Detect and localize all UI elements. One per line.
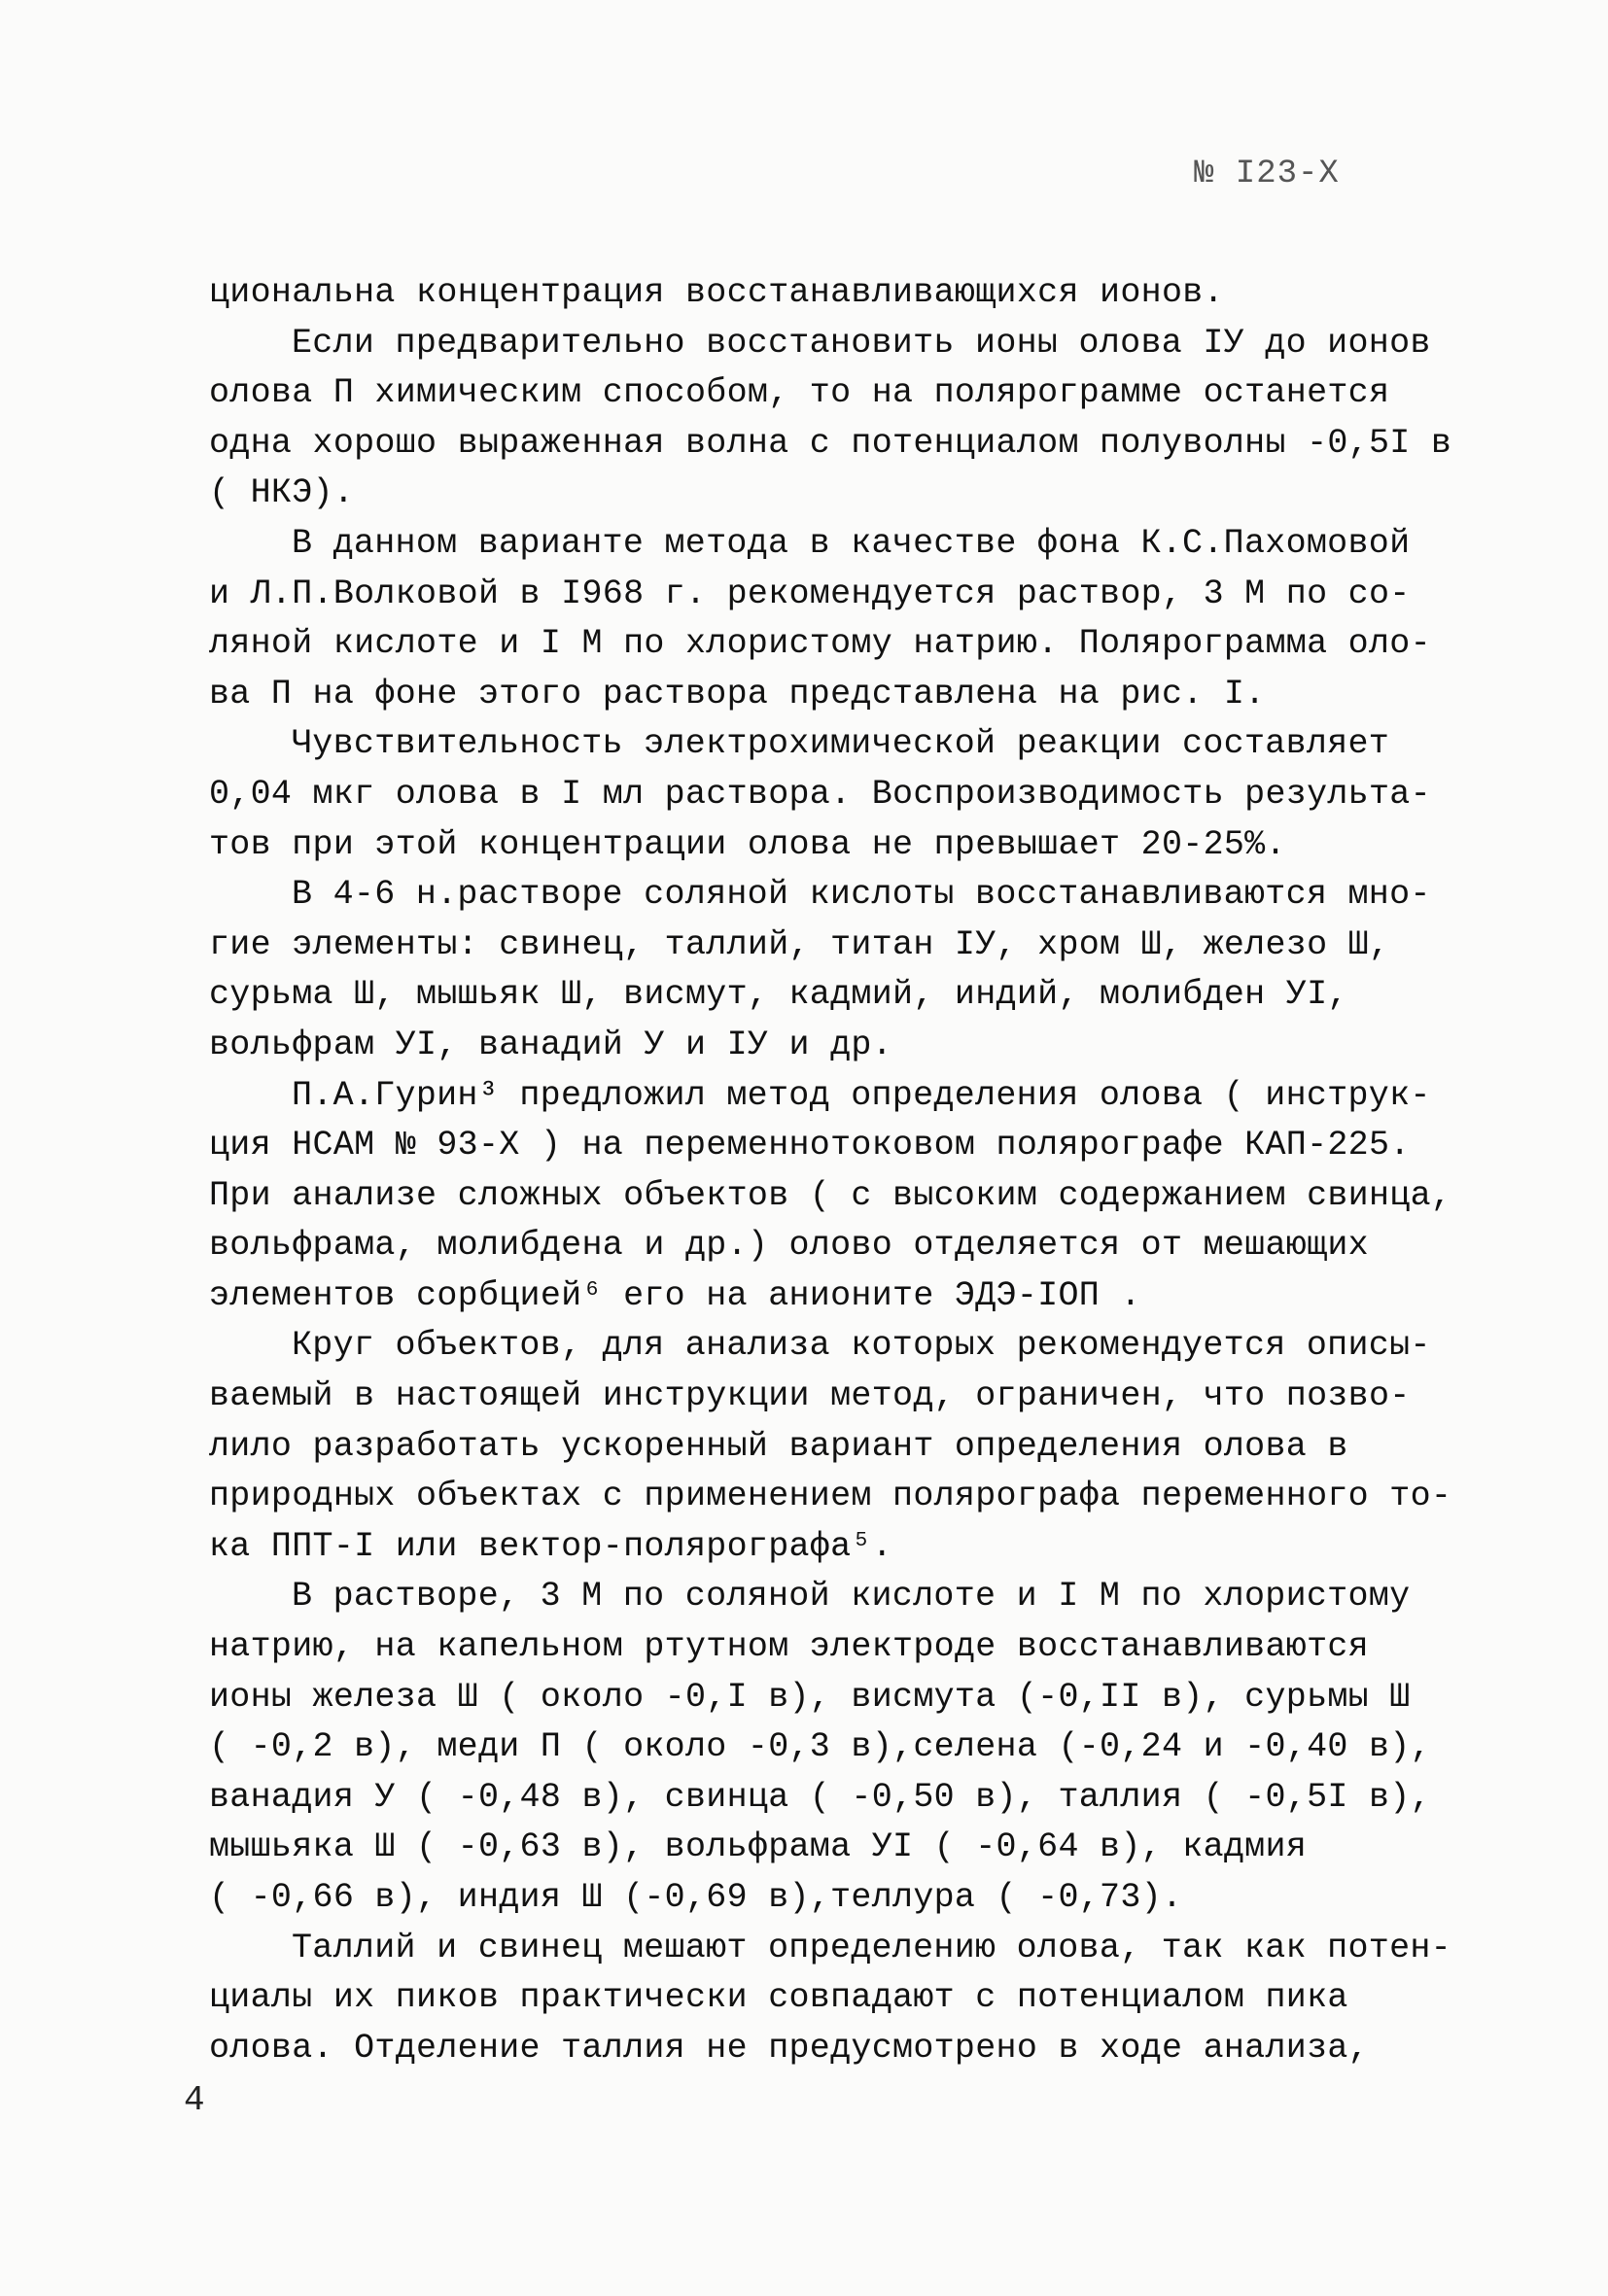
text-line: тов при этой концентрации олова не превышает 20-25%. [209, 824, 1286, 864]
text-line: ва П на фоне этого раствора представлена на рис. I. [209, 674, 1266, 713]
text-line: В 4-6 н.растворе соляной кислоты восстанавливаются мно- [292, 875, 1431, 915]
text-line: ( НКЭ). [209, 473, 355, 513]
text-line: циалы их пиков практически совпадают с потенциалом пика [209, 1978, 1348, 2018]
text-line: ка ППТ-I или вектор-полярографа⁵. [209, 1526, 893, 1566]
text-line: ( -0,2 в), меди П ( около -0,3 в),селена (-0,24 и -0,40 в), [209, 1727, 1431, 1767]
document-number: № I23-X [1194, 156, 1340, 192]
text-line: Если предварительно восстановить ионы олова IУ до ионов [292, 323, 1431, 363]
text-line: элементов сорбцией⁶ его на анионите ЭДЭ-IОП . [209, 1275, 1141, 1315]
text-line: Чувствительность электрохимической реакции составляет [292, 724, 1390, 764]
text-line: природных объектах с применением полярографа переменного то- [209, 1477, 1452, 1516]
text-line: П.А.Гурин³ предложил метод определения олова ( инструк- [292, 1075, 1431, 1115]
text-line: В растворе, 3 М по соляной кислоте и I М по хлористому [292, 1577, 1411, 1617]
text-line: мышьяка Ш ( -0,63 в), вольфрама УI ( -0,64 в), кадмия [209, 1827, 1308, 1867]
text-line: ионы железа Ш ( около -0,I в), висмута (-0,II в), сурьмы Ш [209, 1677, 1411, 1717]
text-line: При анализе сложных объектов ( с высоким содержанием свинца, [209, 1175, 1452, 1215]
text-line: Таллий и свинец мешают определению олова, так как потен- [292, 1928, 1451, 1967]
text-line: вольфрама, молибдена и др.) олово отделяется от мешающих [209, 1226, 1369, 1266]
text-line: одна хорошо выраженная волна с потенциалом полуволны -0,5I в [209, 423, 1452, 463]
text-line: гие элементы: свинец, таллий, титан IУ, хром Ш, железо Ш, [209, 924, 1390, 964]
text-line: ваемый в настоящей инструкции метод, ограничен, что позво- [209, 1376, 1411, 1416]
text-line: олова П химическим способом, то на полярограмме останется [209, 373, 1390, 413]
text-line: ция НСАМ № 93-Х ) на переменнотоковом полярографе КАП-225. [209, 1126, 1411, 1165]
text-line: 0,04 мкг олова в I мл раствора. Воспроизводимость результа- [209, 774, 1431, 814]
body-text [209, 268, 1452, 2073]
text-line: натрию, на капельном ртутном электроде восстанавливаются [209, 1627, 1369, 1667]
text-line: и Л.П.Волковой в I968 г. рекомендуется раствор, 3 М по со- [209, 574, 1411, 613]
text-line: ляной кислоте и I М по хлористому натрию. Полярограмма оло- [209, 624, 1431, 664]
text-line: ванадия У ( -0,48 в), свинца ( -0,50 в), таллия ( -0,5I в), [209, 1777, 1431, 1817]
text-line: циональна концентрация восстанавливающихся ионов. [209, 273, 1224, 312]
page-number: 4 [184, 2080, 205, 2120]
text-line: Круг объектов, для анализа которых рекомендуется описы- [292, 1326, 1431, 1366]
text-line: В данном варианте метода в качестве фона К.С.Пахомовой [292, 523, 1411, 563]
text-line: ( -0,66 в), индия Ш (-0,69 в),теллура ( -0,73). [209, 1878, 1183, 1917]
text-line: сурьма Ш, мышьяк Ш, висмут, кадмий, индий, молибден УI, [209, 975, 1348, 1015]
text-line: лило разработать ускоренный вариант определения олова в [209, 1426, 1348, 1466]
text-line: вольфрам УI, ванадий У и IУ и др. [209, 1025, 893, 1064]
text-line: олова. Отделение таллия не предусмотрено в ходе анализа, [209, 2028, 1369, 2068]
